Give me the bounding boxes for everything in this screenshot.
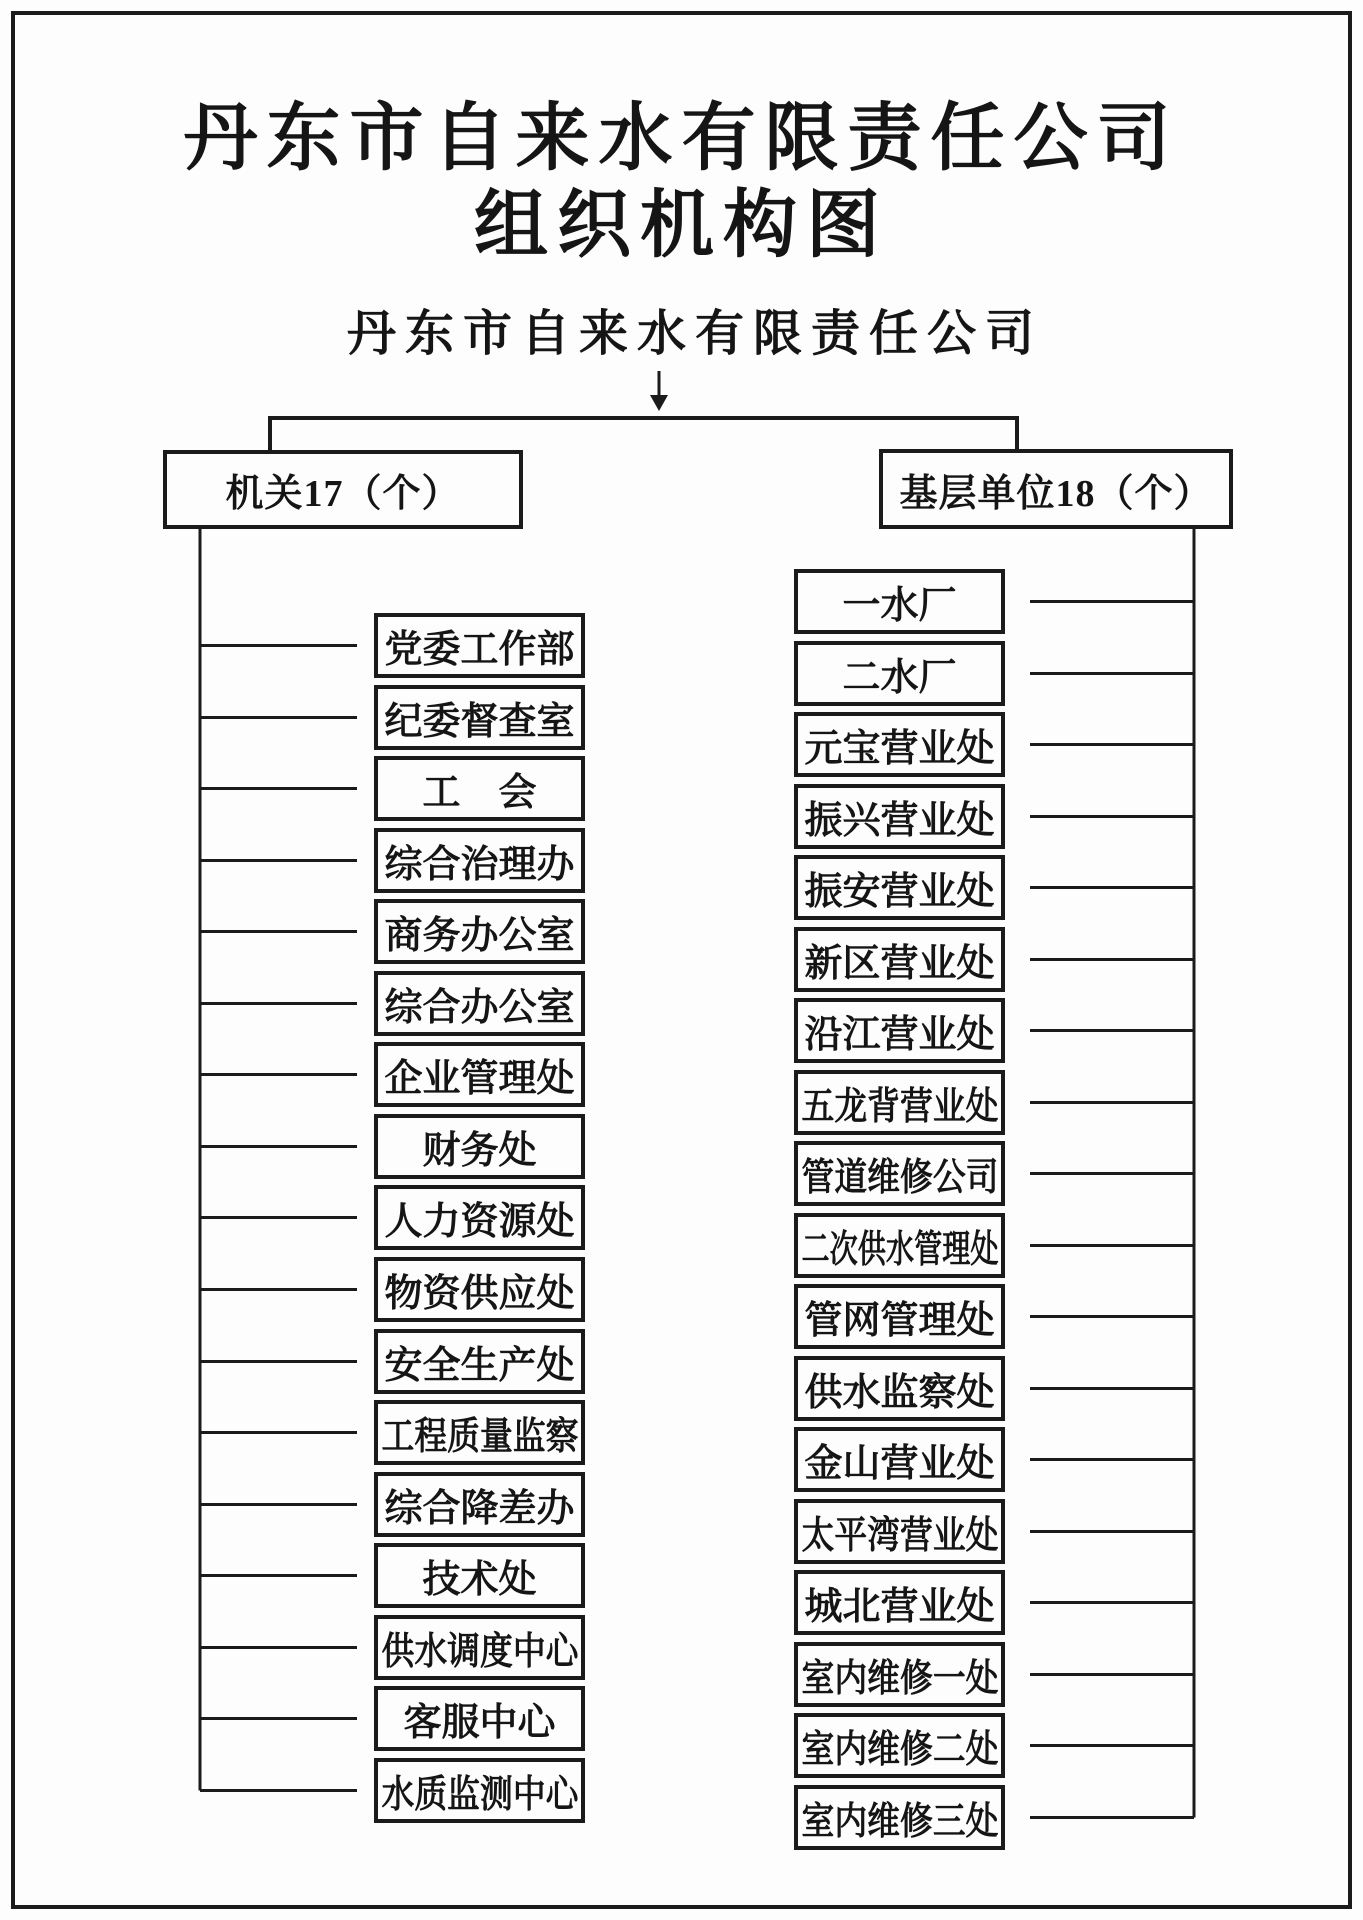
org-unit-label: 水质监测中心 xyxy=(381,1774,579,1816)
org-unit-label: 太平湾营业处 xyxy=(801,1515,999,1557)
org-unit-box xyxy=(374,828,585,893)
org-unit-label: 五龙背营业处 xyxy=(801,1086,999,1128)
branch-header-organs-label: 机关17（个） xyxy=(225,473,461,515)
org-unit-box xyxy=(794,998,1005,1063)
org-unit-box xyxy=(794,1499,1005,1564)
org-unit-box xyxy=(794,641,1005,706)
org-unit-label: 城北营业处 xyxy=(804,1586,995,1628)
org-unit-box xyxy=(794,1427,1005,1492)
org-unit-box xyxy=(794,1284,1005,1349)
org-unit-box xyxy=(794,855,1005,920)
org-unit-label: 金山营业处 xyxy=(804,1443,995,1485)
org-unit-label: 物资供应处 xyxy=(384,1273,575,1315)
org-unit-box xyxy=(374,1114,585,1179)
org-unit-label: 党委工作部 xyxy=(384,629,575,671)
org-unit-label: 管网管理处 xyxy=(804,1300,995,1342)
org-unit-box xyxy=(794,569,1005,634)
branch-bracket-line xyxy=(270,418,1017,450)
branch-header-organs xyxy=(163,450,523,529)
org-unit-label: 工程质量监察 xyxy=(381,1416,579,1458)
spine-and-tick-lines xyxy=(200,529,1194,1818)
org-unit-box xyxy=(374,613,585,678)
org-unit-box xyxy=(374,1615,585,1680)
org-unit-box xyxy=(374,756,585,821)
org-unit-label: 供水监察处 xyxy=(804,1372,995,1414)
org-unit-label: 工 会 xyxy=(422,772,537,814)
org-unit-label: 人力资源处 xyxy=(384,1201,575,1243)
org-unit-box xyxy=(794,1570,1005,1635)
org-unit-box xyxy=(794,712,1005,777)
org-unit-label: 技术处 xyxy=(422,1559,537,1601)
org-unit-label: 振安营业处 xyxy=(804,871,995,913)
org-unit-label: 纪委督查室 xyxy=(384,701,575,743)
org-unit-label: 财务处 xyxy=(422,1130,537,1172)
org-unit-label: 室内维修一处 xyxy=(801,1658,999,1700)
org-unit-box xyxy=(794,784,1005,849)
root-company-label: 丹东市自来水有限责任公司 xyxy=(346,306,1043,361)
org-unit-box xyxy=(794,927,1005,992)
branch-header-grassroots-units-label: 基层单位18（个） xyxy=(899,472,1213,515)
org-unit-label: 二次供水管理处 xyxy=(800,1229,999,1271)
org-unit-box xyxy=(374,685,585,750)
org-unit-box xyxy=(374,971,585,1036)
org-unit-label: 供水调度中心 xyxy=(381,1631,579,1673)
org-unit-box xyxy=(374,1758,585,1823)
org-unit-label: 安全生产处 xyxy=(384,1345,575,1387)
org-unit-label: 一水厂 xyxy=(842,585,957,627)
org-unit-label: 商务办公室 xyxy=(384,915,575,957)
org-unit-box xyxy=(794,1642,1005,1707)
org-unit-label: 综合办公室 xyxy=(384,987,575,1029)
org-unit-box xyxy=(374,1329,585,1394)
org-unit-label: 综合治理办 xyxy=(384,844,575,886)
chart-title-line2: 组织机构图 xyxy=(474,185,889,267)
org-unit-box xyxy=(794,1713,1005,1778)
org-unit-box xyxy=(374,1042,585,1107)
org-unit-box xyxy=(374,899,585,964)
branch-header-grassroots-units xyxy=(879,449,1233,529)
org-unit-box xyxy=(374,1257,585,1322)
org-unit-label: 二水厂 xyxy=(842,657,957,699)
org-unit-box xyxy=(794,1070,1005,1135)
org-unit-box xyxy=(794,1141,1005,1206)
org-unit-label: 新区营业处 xyxy=(804,943,995,985)
org-unit-box xyxy=(794,1356,1005,1421)
org-unit-label: 客服中心 xyxy=(403,1702,556,1744)
org-unit-label: 企业管理处 xyxy=(384,1058,575,1100)
org-unit-label: 综合降差办 xyxy=(384,1488,575,1530)
org-unit-label: 管道维修公司 xyxy=(801,1157,999,1199)
org-unit-label: 元宝营业处 xyxy=(804,728,995,770)
chart-title-line1: 丹东市自来水有限责任公司 xyxy=(183,98,1180,180)
org-unit-box xyxy=(374,1472,585,1537)
org-unit-label: 振兴营业处 xyxy=(804,800,995,842)
org-unit-box xyxy=(374,1400,585,1465)
org-unit-label: 室内维修三处 xyxy=(801,1801,999,1843)
org-unit-box xyxy=(794,1785,1005,1850)
org-unit-box xyxy=(374,1185,585,1250)
org-unit-label: 沿江营业处 xyxy=(804,1014,995,1056)
org-unit-box xyxy=(794,1213,1005,1278)
org-unit-box xyxy=(374,1686,585,1751)
org-unit-label: 室内维修二处 xyxy=(801,1729,999,1771)
org-unit-box xyxy=(374,1543,585,1608)
down-arrow-icon xyxy=(650,371,668,411)
